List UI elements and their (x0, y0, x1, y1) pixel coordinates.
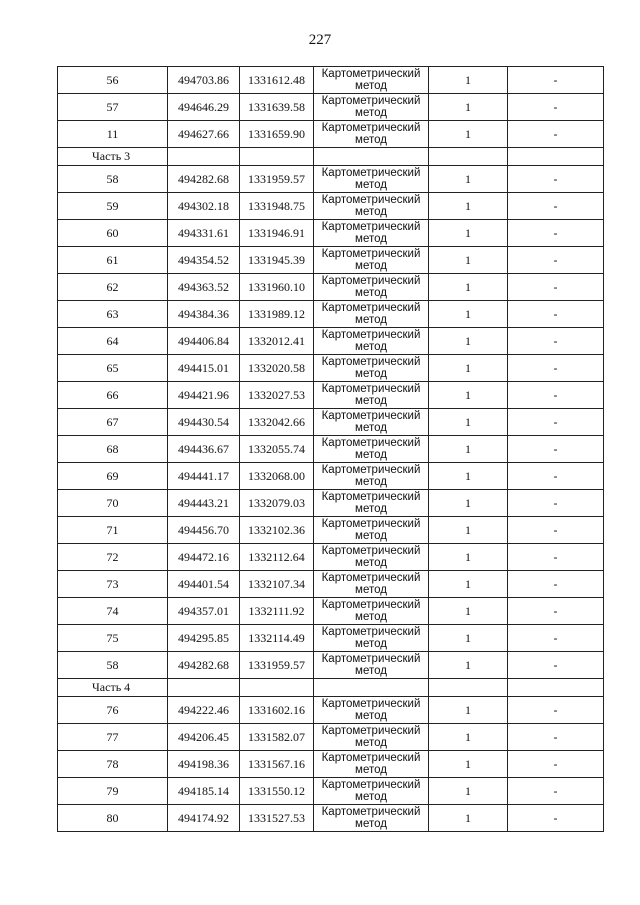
method-line-1: Картометрический (321, 599, 421, 611)
table-row (58, 625, 604, 652)
method-cell (314, 301, 429, 328)
accuracy-cell: 1 (429, 598, 508, 625)
point-number-cell: 65 (58, 355, 168, 382)
method-line-1: Картометрический (321, 221, 421, 233)
y-coordinate-cell: 1331582.07 (240, 724, 314, 751)
method-cell (314, 355, 429, 382)
method-line-1: Картометрический (321, 698, 421, 710)
x-coordinate-cell: 494456.70 (168, 517, 240, 544)
y-coordinate-cell: 1331527.53 (240, 805, 314, 832)
point-number-cell: 59 (58, 193, 168, 220)
method-line-2: метод (355, 314, 387, 326)
method-line-2: метод (355, 80, 387, 92)
method-cell (314, 274, 429, 301)
method-cell (314, 751, 429, 778)
y-coordinate-cell: 1331639.58 (240, 94, 314, 121)
y-coordinate-cell: 1332112.64 (240, 544, 314, 571)
table-row (58, 436, 604, 463)
method-cell (314, 328, 429, 355)
method-line-1: Картометрический (321, 122, 421, 134)
method-line-2: метод (355, 584, 387, 596)
note-cell: - (508, 301, 604, 328)
method-line-2: метод (355, 287, 387, 299)
y-coordinate-cell: 1331948.75 (240, 193, 314, 220)
method-line-1: Картометрический (321, 572, 421, 584)
method-line-1: Картометрический (321, 464, 421, 476)
method-cell (314, 463, 429, 490)
x-coordinate-cell: 494401.54 (168, 571, 240, 598)
x-coordinate-cell: 494206.45 (168, 724, 240, 751)
method-cell (314, 652, 429, 679)
x-coordinate-cell: 494282.68 (168, 166, 240, 193)
table-row (58, 598, 604, 625)
note-cell: - (508, 436, 604, 463)
y-coordinate-cell: 1332079.03 (240, 490, 314, 517)
method-line-2: метод (355, 791, 387, 803)
x-coordinate-cell: 494198.36 (168, 751, 240, 778)
method-line-1: Картометрический (321, 95, 421, 107)
x-coordinate-cell: 494302.18 (168, 193, 240, 220)
method-line-2: метод (355, 557, 387, 569)
method-line-2: метод (355, 530, 387, 542)
method-line-1: Картометрический (321, 68, 421, 80)
x-coordinate-cell: 494436.67 (168, 436, 240, 463)
y-coordinate-cell: 1331602.16 (240, 697, 314, 724)
point-number-cell: 64 (58, 328, 168, 355)
table-row (58, 697, 604, 724)
method-line-1: Картометрический (321, 779, 421, 791)
y-coordinate-cell: 1332055.74 (240, 436, 314, 463)
note-cell: - (508, 247, 604, 274)
y-coordinate-cell: 1332114.49 (240, 625, 314, 652)
method-line-2: метод (355, 476, 387, 488)
method-cell (314, 193, 429, 220)
accuracy-cell: 1 (429, 652, 508, 679)
method-line-2: метод (355, 449, 387, 461)
x-coordinate-cell: 494282.68 (168, 652, 240, 679)
method-line-1: Картометрический (321, 410, 421, 422)
y-coordinate-cell: 1332027.53 (240, 382, 314, 409)
method-line-2: метод (355, 179, 387, 191)
note-cell: - (508, 778, 604, 805)
y-coordinate-cell: 1331659.90 (240, 121, 314, 148)
y-coordinate-cell: 1331567.16 (240, 751, 314, 778)
accuracy-cell: 1 (429, 697, 508, 724)
method-line-2: метод (355, 107, 387, 119)
accuracy-cell: 1 (429, 220, 508, 247)
note-cell: - (508, 67, 604, 94)
note-cell: - (508, 166, 604, 193)
method-line-1: Картометрический (321, 491, 421, 503)
method-cell (314, 517, 429, 544)
method-line-2: метод (355, 368, 387, 380)
y-coordinate-cell: 1331945.39 (240, 247, 314, 274)
x-coordinate-cell: 494174.92 (168, 805, 240, 832)
table-row (58, 724, 604, 751)
note-cell: - (508, 463, 604, 490)
note-cell: - (508, 274, 604, 301)
accuracy-cell: 1 (429, 121, 508, 148)
part-label: Часть 4 (58, 679, 168, 697)
coordinates-table (57, 66, 604, 832)
x-coordinate-cell: 494421.96 (168, 382, 240, 409)
note-cell: - (508, 571, 604, 598)
accuracy-cell: 1 (429, 463, 508, 490)
empty-cell (508, 679, 604, 697)
method-line-1: Картометрический (321, 356, 421, 368)
accuracy-cell: 1 (429, 166, 508, 193)
point-number-cell: 68 (58, 436, 168, 463)
method-line-1: Картометрический (321, 302, 421, 314)
point-number-cell: 58 (58, 166, 168, 193)
table-row (58, 67, 604, 94)
accuracy-cell: 1 (429, 247, 508, 274)
x-coordinate-cell: 494441.17 (168, 463, 240, 490)
note-cell: - (508, 544, 604, 571)
method-line-2: метод (355, 818, 387, 830)
note-cell: - (508, 355, 604, 382)
y-coordinate-cell: 1331959.57 (240, 166, 314, 193)
note-cell: - (508, 220, 604, 247)
table-row (58, 121, 604, 148)
point-number-cell: 79 (58, 778, 168, 805)
point-number-cell: 70 (58, 490, 168, 517)
table-row (58, 571, 604, 598)
table-row (58, 463, 604, 490)
point-number-cell: 74 (58, 598, 168, 625)
x-coordinate-cell: 494331.61 (168, 220, 240, 247)
method-cell (314, 409, 429, 436)
note-cell: - (508, 382, 604, 409)
x-coordinate-cell: 494430.54 (168, 409, 240, 436)
note-cell: - (508, 625, 604, 652)
note-cell: - (508, 724, 604, 751)
note-cell: - (508, 94, 604, 121)
method-line-1: Картометрический (321, 626, 421, 638)
y-coordinate-cell: 1332111.92 (240, 598, 314, 625)
accuracy-cell: 1 (429, 328, 508, 355)
accuracy-cell: 1 (429, 571, 508, 598)
table-row (58, 274, 604, 301)
method-line-2: метод (355, 134, 387, 146)
note-cell: - (508, 121, 604, 148)
y-coordinate-cell: 1332102.36 (240, 517, 314, 544)
method-line-2: метод (355, 395, 387, 407)
empty-cell (240, 148, 314, 166)
x-coordinate-cell: 494222.46 (168, 697, 240, 724)
note-cell: - (508, 409, 604, 436)
x-coordinate-cell: 494472.16 (168, 544, 240, 571)
empty-cell (429, 148, 508, 166)
part-header-row (58, 679, 604, 697)
table-row (58, 490, 604, 517)
method-line-1: Картометрический (321, 329, 421, 341)
method-cell (314, 697, 429, 724)
y-coordinate-cell: 1332068.00 (240, 463, 314, 490)
y-coordinate-cell: 1332107.34 (240, 571, 314, 598)
table-row (58, 517, 604, 544)
table-row (58, 652, 604, 679)
x-coordinate-cell: 494357.01 (168, 598, 240, 625)
method-cell (314, 67, 429, 94)
empty-cell (314, 148, 429, 166)
point-number-cell: 62 (58, 274, 168, 301)
method-cell (314, 724, 429, 751)
method-cell (314, 490, 429, 517)
method-line-2: метод (355, 638, 387, 650)
empty-cell (168, 148, 240, 166)
x-coordinate-cell: 494443.21 (168, 490, 240, 517)
note-cell: - (508, 193, 604, 220)
table-row (58, 544, 604, 571)
accuracy-cell: 1 (429, 355, 508, 382)
point-number-cell: 56 (58, 67, 168, 94)
empty-cell (429, 679, 508, 697)
part-label: Часть 3 (58, 148, 168, 166)
point-number-cell: 58 (58, 652, 168, 679)
empty-cell (314, 679, 429, 697)
empty-cell (508, 148, 604, 166)
point-number-cell: 73 (58, 571, 168, 598)
method-line-1: Картометрический (321, 653, 421, 665)
note-cell: - (508, 598, 604, 625)
point-number-cell: 78 (58, 751, 168, 778)
method-line-1: Картометрический (321, 518, 421, 530)
method-line-1: Картометрический (321, 194, 421, 206)
method-cell (314, 625, 429, 652)
point-number-cell: 57 (58, 94, 168, 121)
accuracy-cell: 1 (429, 94, 508, 121)
accuracy-cell: 1 (429, 544, 508, 571)
note-cell: - (508, 490, 604, 517)
method-line-1: Картометрический (321, 437, 421, 449)
method-cell (314, 121, 429, 148)
accuracy-cell: 1 (429, 382, 508, 409)
x-coordinate-cell: 494185.14 (168, 778, 240, 805)
table-row (58, 247, 604, 274)
method-cell (314, 94, 429, 121)
y-coordinate-cell: 1331989.12 (240, 301, 314, 328)
accuracy-cell: 1 (429, 625, 508, 652)
x-coordinate-cell: 494363.52 (168, 274, 240, 301)
coordinates-table-body (58, 67, 604, 832)
method-line-2: метод (355, 260, 387, 272)
empty-cell (168, 679, 240, 697)
table-row (58, 751, 604, 778)
x-coordinate-cell: 494406.84 (168, 328, 240, 355)
note-cell: - (508, 805, 604, 832)
table-row (58, 355, 604, 382)
method-cell (314, 166, 429, 193)
method-line-2: метод (355, 665, 387, 677)
y-coordinate-cell: 1331612.48 (240, 67, 314, 94)
method-line-1: Картометрический (321, 167, 421, 179)
method-line-1: Картометрический (321, 545, 421, 557)
table-row (58, 382, 604, 409)
point-number-cell: 60 (58, 220, 168, 247)
part-header-row (58, 148, 604, 166)
method-cell (314, 598, 429, 625)
method-cell (314, 220, 429, 247)
method-line-1: Картометрический (321, 275, 421, 287)
x-coordinate-cell: 494384.36 (168, 301, 240, 328)
note-cell: - (508, 652, 604, 679)
table-row (58, 166, 604, 193)
method-line-2: метод (355, 710, 387, 722)
method-line-2: метод (355, 341, 387, 353)
y-coordinate-cell: 1332042.66 (240, 409, 314, 436)
accuracy-cell: 1 (429, 409, 508, 436)
x-coordinate-cell: 494415.01 (168, 355, 240, 382)
method-line-2: метод (355, 503, 387, 515)
accuracy-cell: 1 (429, 805, 508, 832)
accuracy-cell: 1 (429, 436, 508, 463)
accuracy-cell: 1 (429, 301, 508, 328)
y-coordinate-cell: 1331946.91 (240, 220, 314, 247)
x-coordinate-cell: 494354.52 (168, 247, 240, 274)
accuracy-cell: 1 (429, 274, 508, 301)
table-row (58, 301, 604, 328)
method-cell (314, 436, 429, 463)
y-coordinate-cell: 1331960.10 (240, 274, 314, 301)
point-number-cell: 72 (58, 544, 168, 571)
note-cell: - (508, 751, 604, 778)
method-line-2: метод (355, 764, 387, 776)
point-number-cell: 77 (58, 724, 168, 751)
point-number-cell: 67 (58, 409, 168, 436)
empty-cell (240, 679, 314, 697)
accuracy-cell: 1 (429, 67, 508, 94)
note-cell: - (508, 328, 604, 355)
point-number-cell: 76 (58, 697, 168, 724)
x-coordinate-cell: 494703.86 (168, 67, 240, 94)
accuracy-cell: 1 (429, 193, 508, 220)
x-coordinate-cell: 494627.66 (168, 121, 240, 148)
method-cell (314, 805, 429, 832)
method-line-2: метод (355, 422, 387, 434)
note-cell: - (508, 697, 604, 724)
y-coordinate-cell: 1332012.41 (240, 328, 314, 355)
accuracy-cell: 1 (429, 490, 508, 517)
note-cell: - (508, 517, 604, 544)
accuracy-cell: 1 (429, 517, 508, 544)
method-line-2: метод (355, 206, 387, 218)
point-number-cell: 66 (58, 382, 168, 409)
method-line-2: метод (355, 737, 387, 749)
method-cell (314, 382, 429, 409)
method-cell (314, 778, 429, 805)
table-row (58, 193, 604, 220)
point-number-cell: 63 (58, 301, 168, 328)
method-line-1: Картометрический (321, 725, 421, 737)
method-line-1: Картометрический (321, 248, 421, 260)
y-coordinate-cell: 1331550.12 (240, 778, 314, 805)
method-line-2: метод (355, 233, 387, 245)
point-number-cell: 69 (58, 463, 168, 490)
point-number-cell: 80 (58, 805, 168, 832)
method-cell (314, 247, 429, 274)
point-number-cell: 11 (58, 121, 168, 148)
table-row (58, 409, 604, 436)
method-line-2: метод (355, 611, 387, 623)
table-row (58, 220, 604, 247)
method-line-1: Картометрический (321, 752, 421, 764)
point-number-cell: 61 (58, 247, 168, 274)
point-number-cell: 75 (58, 625, 168, 652)
method-line-1: Картометрический (321, 383, 421, 395)
method-line-1: Картометрический (321, 806, 421, 818)
point-number-cell: 71 (58, 517, 168, 544)
table-row (58, 328, 604, 355)
x-coordinate-cell: 494646.29 (168, 94, 240, 121)
table-row (58, 94, 604, 121)
table-row (58, 805, 604, 832)
accuracy-cell: 1 (429, 778, 508, 805)
y-coordinate-cell: 1331959.57 (240, 652, 314, 679)
accuracy-cell: 1 (429, 724, 508, 751)
method-cell (314, 544, 429, 571)
page-number: 227 (308, 32, 332, 48)
accuracy-cell: 1 (429, 751, 508, 778)
table-row (58, 778, 604, 805)
method-cell (314, 571, 429, 598)
y-coordinate-cell: 1332020.58 (240, 355, 314, 382)
x-coordinate-cell: 494295.85 (168, 625, 240, 652)
